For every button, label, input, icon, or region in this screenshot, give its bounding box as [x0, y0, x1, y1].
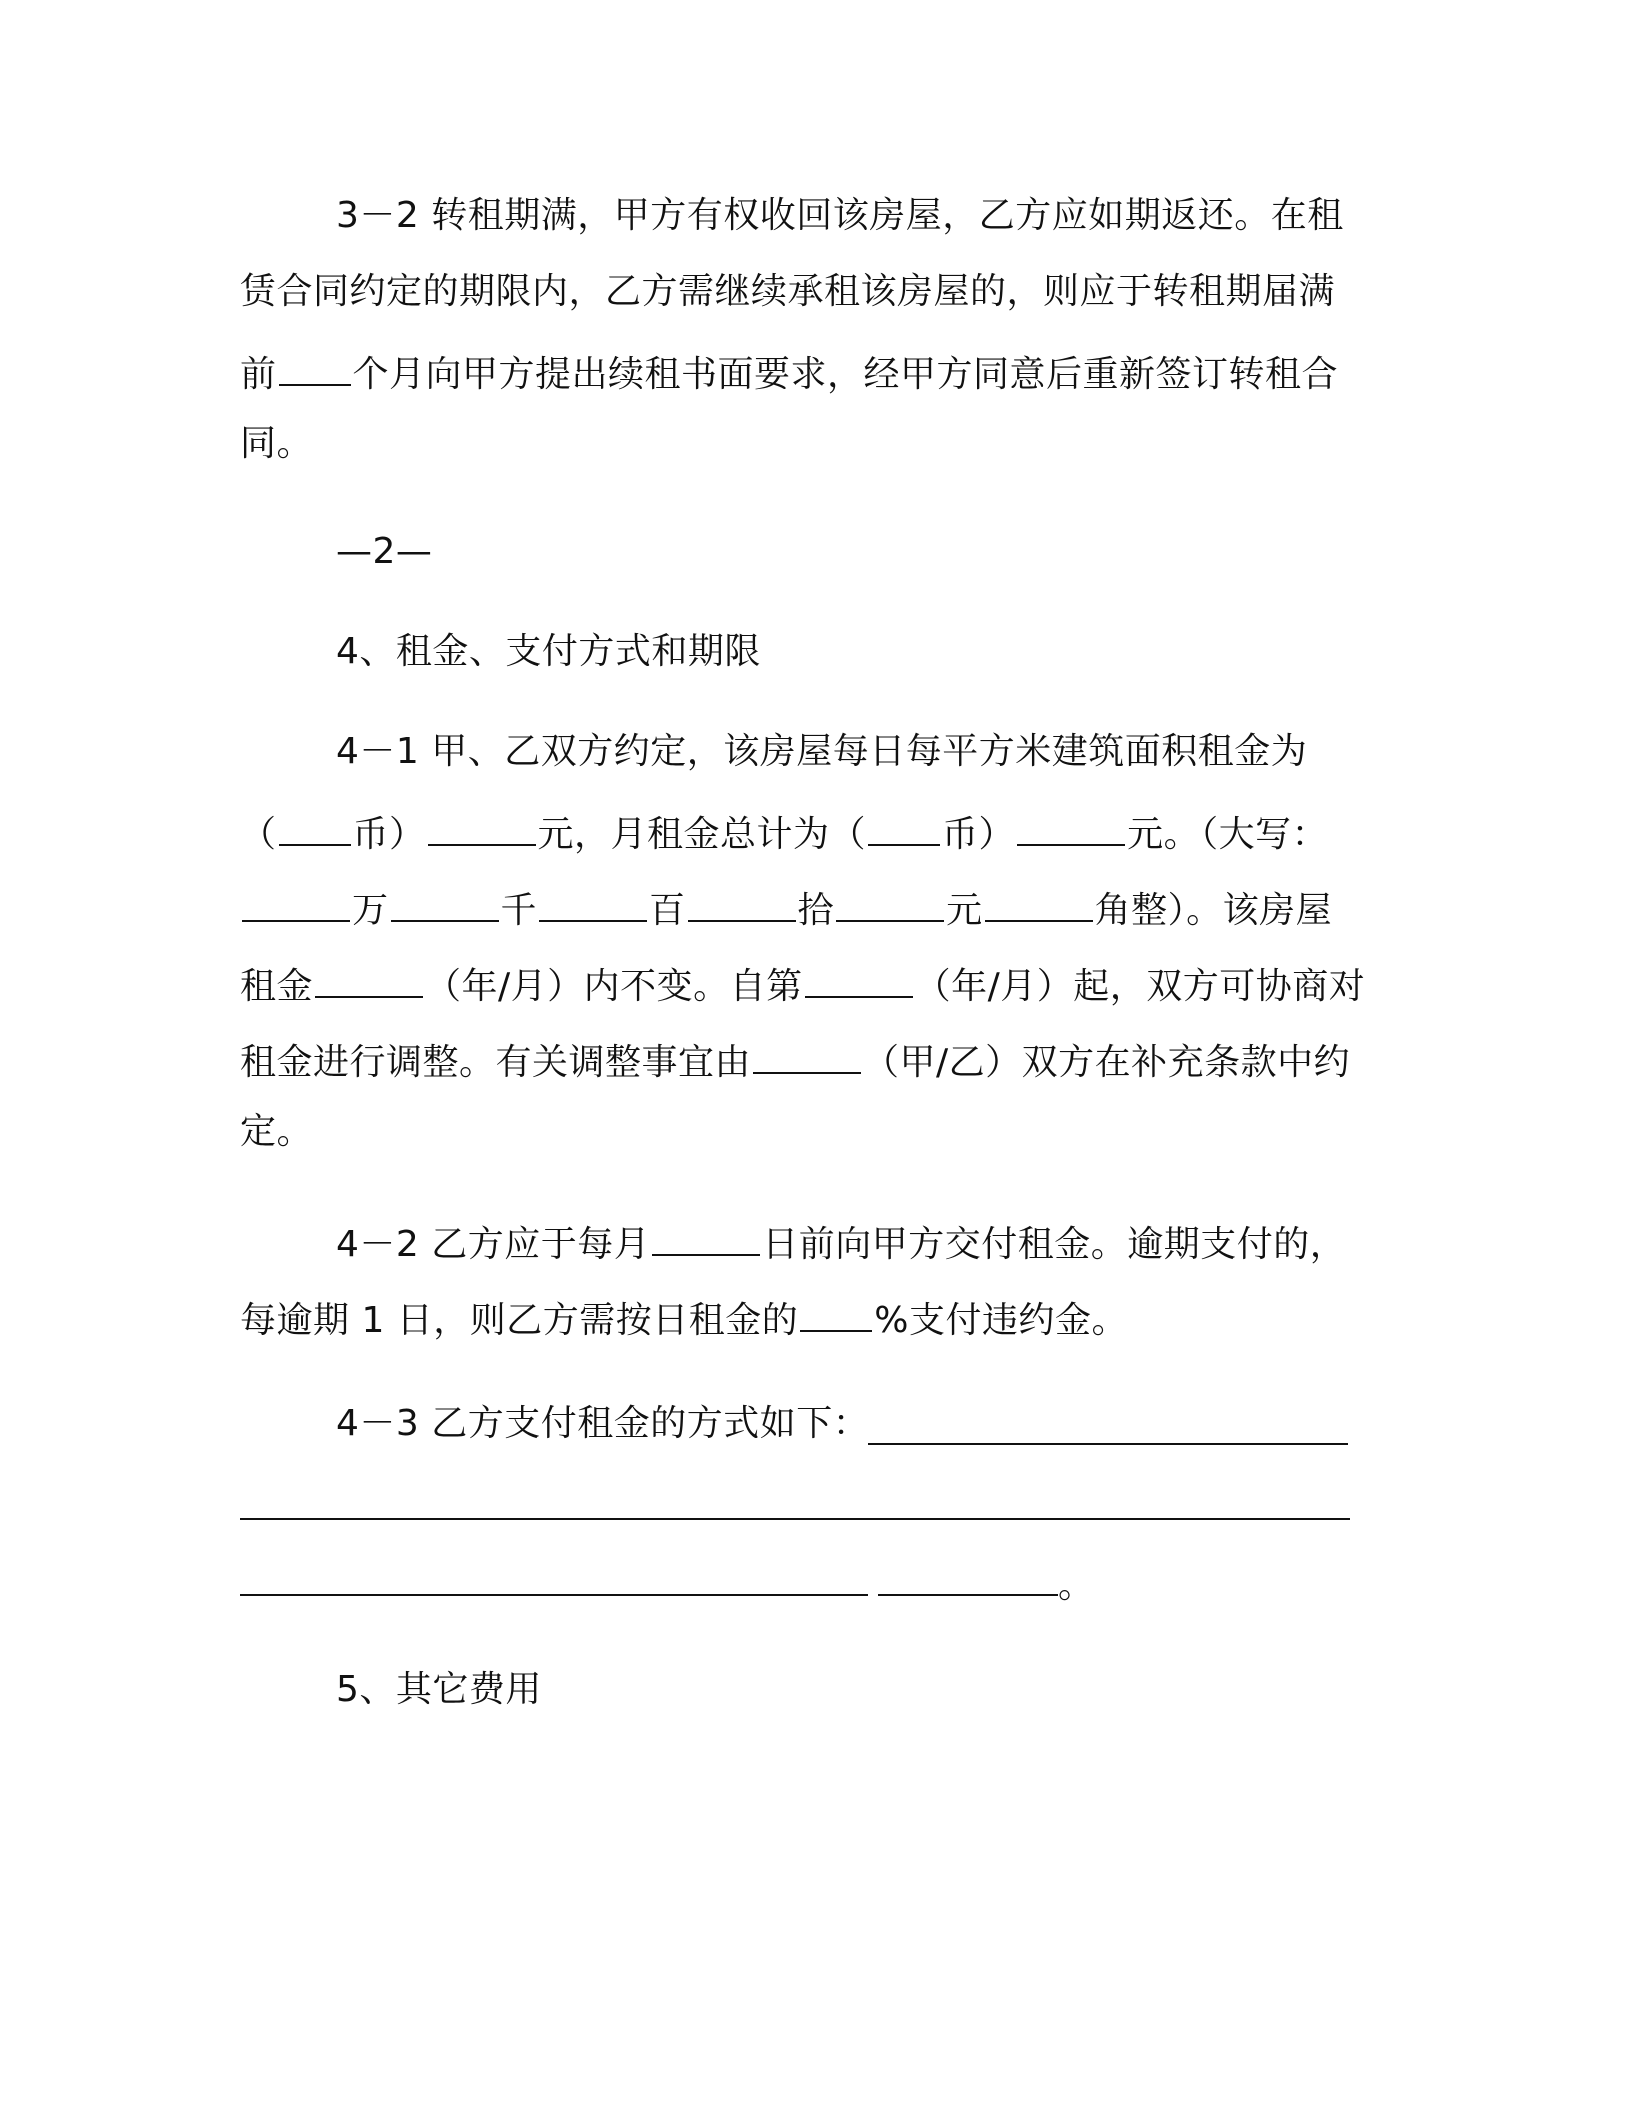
fill-blank	[315, 956, 423, 998]
fill-blank	[391, 880, 499, 922]
fill-blank-day	[652, 1214, 760, 1256]
clause-4-2-line-1	[336, 1214, 1496, 1269]
fill-line	[868, 1443, 1348, 1445]
text-segment: 拾	[797, 890, 835, 931]
text-segment: 元	[946, 890, 983, 931]
clause-4-1-line-6: 定。	[240, 1111, 314, 1152]
clause-3-2-line-3	[240, 344, 1400, 399]
fill-blank-currency	[279, 804, 351, 846]
text-segment: 元。（大写：	[1127, 814, 1329, 855]
clause-3-2-line-1: 3－2 转租期满，甲方有权收回该房屋，乙方应如期返还。在租	[336, 195, 1344, 236]
text-segment: 租金	[240, 966, 314, 1007]
fill-blank	[242, 880, 350, 922]
text-segment: （年/月）起，双方可协商对	[914, 966, 1366, 1007]
fill-line	[240, 1594, 868, 1596]
text-segment: %支付违约金。	[874, 1300, 1129, 1341]
text-segment: 租金进行调整。有关调整事宜由	[240, 1042, 752, 1083]
section-4-heading: 4、租金、支付方式和期限	[336, 631, 761, 672]
fill-blank	[836, 880, 944, 922]
text-segment: 币）	[942, 814, 1016, 855]
text-segment: （	[240, 814, 277, 855]
text-segment: 4－2 乙方应于每月	[336, 1224, 651, 1265]
clause-4-3-line-1: 4－3 乙方支付租金的方式如下：	[336, 1403, 870, 1444]
text-segment: 币）	[352, 814, 426, 855]
clause-4-1-line-3	[240, 880, 1400, 935]
fill-blank-currency	[868, 804, 940, 846]
page-number: —2—	[336, 531, 433, 572]
period-mark: 。	[1058, 1565, 1095, 1606]
fill-line	[240, 1518, 1350, 1520]
clause-4-1-line-4	[240, 956, 1400, 1011]
fill-blank-months	[279, 344, 351, 386]
fill-blank	[539, 880, 647, 922]
text-segment: （年/月）内不变。自第	[425, 966, 803, 1007]
clause-3-2-line-2: 赁合同约定的期限内，乙方需继续承租该房屋的，则应于转租期届满	[240, 271, 1336, 312]
clause-4-1-line-5	[240, 1032, 1400, 1087]
text-segment: 万	[352, 890, 389, 931]
section-5-heading: 5、其它费用	[336, 1669, 542, 1710]
clause-3-2-line-4: 同。	[240, 423, 314, 464]
fill-blank	[985, 880, 1093, 922]
text-segment: 前	[240, 354, 277, 395]
fill-blank-amount	[1017, 804, 1125, 846]
text-segment: 千	[500, 890, 538, 931]
clause-4-2-line-2	[240, 1290, 1400, 1345]
fill-blank	[805, 956, 913, 998]
text-segment: 百	[649, 890, 686, 931]
text-segment: 元，月租金总计为（	[537, 814, 867, 855]
text-segment: 日前向甲方交付租金。逾期支付的，	[762, 1224, 1347, 1265]
fill-blank-percent	[800, 1290, 872, 1332]
fill-blank	[753, 1032, 861, 1074]
clause-4-1-line-1: 4－1 甲、乙双方约定，该房屋每日每平方米建筑面积租金为	[336, 731, 1308, 772]
fill-blank	[688, 880, 796, 922]
text-segment: 每逾期 1 日，则乙方需按日租金的	[240, 1300, 799, 1341]
text-segment: （甲/乙）双方在补充条款中约	[863, 1042, 1351, 1083]
text-segment: 角整）。该房屋	[1094, 890, 1333, 931]
fill-line	[878, 1594, 1058, 1596]
text-segment: 个月向甲方提出续租书面要求，经甲方同意后重新签订转租合	[352, 354, 1339, 395]
fill-blank-amount	[428, 804, 536, 846]
clause-4-1-line-2	[240, 804, 1400, 859]
